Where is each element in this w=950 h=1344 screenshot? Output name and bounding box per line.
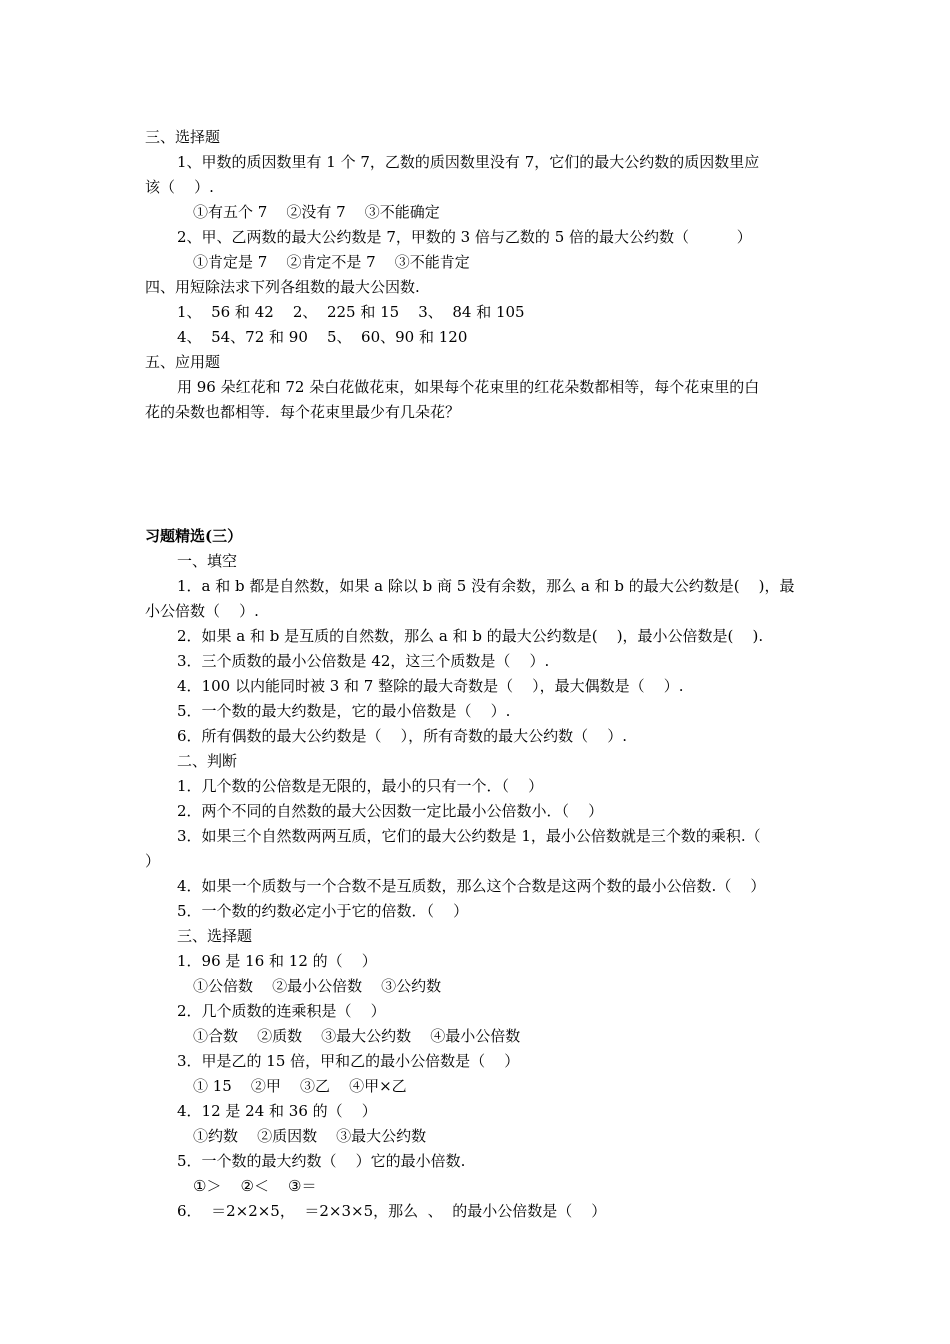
word-problem-text: 用 96 朵红花和 72 朵白花做花束，如果每个花束里的红花朵数都相等，每个花束里的白: [177, 378, 760, 396]
answer-options: ①公倍数 ②最小公倍数 ③公约数: [193, 977, 442, 995]
section-title-choice: 三、选择题: [145, 128, 221, 146]
answer-options: ① 15 ②甲 ③乙 ④甲×乙: [193, 1077, 407, 1095]
question-text: 1．几个数的公倍数是无限的，最小的只有一个．（ ）: [177, 777, 544, 795]
question-text: 1．a 和 b 都是自然数，如果 a 除以 b 商 5 没有余数，那么 a 和 b 的最大公约数是( )，最: [177, 577, 795, 595]
question-text: 1．96 是 16 和 12 的（ ）: [177, 952, 377, 970]
exercise-row: 4、 54、72 和 90 5、 60、90 和 120: [177, 328, 468, 346]
answer-options: ①合数 ②质数 ③最大公约数 ④最小公倍数: [193, 1027, 521, 1045]
question-text: 2．如果 a 和 b 是互质的自然数，那么 a 和 b 的最大公约数是( )，最小公倍数是( ).: [177, 627, 764, 645]
exercise-set-heading: 习题精选(三）: [145, 527, 243, 545]
question-text: 2、甲、乙两数的最大公约数是 7，甲数的 3 倍与乙数的 5 倍的最大公约数（ ）: [177, 228, 752, 246]
answer-options: ①＞ ②＜ ③＝: [193, 1177, 317, 1195]
question-text: 1、甲数的质因数里有 1 个 7，乙数的质因数里没有 7，它们的最大公约数的质因数里应: [177, 153, 760, 171]
exercise-row: 1、 56 和 42 2、 225 和 15 3、 84 和 105: [177, 303, 525, 321]
question-text: 5．一个数的最大约数是，它的最小倍数是（ ）.: [177, 702, 511, 720]
question-text: 6． ＝2×2×5， ＝2×3×5，那么 、 的最小公倍数是（ ）: [177, 1202, 607, 1220]
question-text-continued: ）: [145, 852, 161, 870]
section-title-judgment: 二、判断: [177, 752, 238, 770]
section-title-fill-blank: 一、填空: [177, 552, 238, 570]
question-text: 3．甲是乙的 15 倍，甲和乙的最小公倍数是（ ）: [177, 1052, 520, 1070]
question-text: 2．两个不同的自然数的最大公因数一定比最小公倍数小．（ ）: [177, 802, 604, 820]
question-text: 3．三个质数的最小公倍数是 42，这三个质数是（ ）.: [177, 652, 550, 670]
answer-options: ①肯定是 7 ②肯定不是 7 ③不能肯定: [193, 253, 470, 271]
question-text-continued: 该（ ）.: [145, 178, 214, 196]
word-problem-text-continued: 花的朵数也都相等．每个花束里最少有几朵花？: [145, 403, 461, 421]
answer-options: ①有五个 7 ②没有 7 ③不能确定: [193, 203, 440, 221]
section-title-choice: 三、选择题: [177, 927, 253, 945]
question-text: 6．所有偶数的最大公约数是（ ），所有奇数的最大公约数（ ）.: [177, 727, 627, 745]
section-title-application: 五、应用题: [145, 353, 221, 371]
section-title-short-division: 四、用短除法求下列各组数的最大公因数.: [145, 278, 420, 296]
question-text: 5．一个数的最大约数（ ）它的最小倍数.: [177, 1152, 466, 1170]
question-text: 4．如果一个质数与一个合数不是互质数，那么这个合数是这两个数的最小公倍数.（ ）: [177, 877, 766, 895]
question-text: 4．12 是 24 和 36 的（ ）: [177, 1102, 377, 1120]
question-text: 2．几个质数的连乘积是（ ）: [177, 1002, 386, 1020]
question-text-continued: 小公倍数（ ）.: [145, 602, 259, 620]
answer-options: ①约数 ②质因数 ③最大公约数: [193, 1127, 427, 1145]
question-text: 5．一个数的约数必定小于它的倍数．（ ）: [177, 902, 469, 920]
question-text: 3．如果三个自然数两两互质，它们的最大公约数是 1，最小公倍数就是三个数的乘积.（: [177, 827, 761, 845]
question-text: 4．100 以内能同时被 3 和 7 整除的最大奇数是（ ），最大偶数是（ ）.: [177, 677, 684, 695]
